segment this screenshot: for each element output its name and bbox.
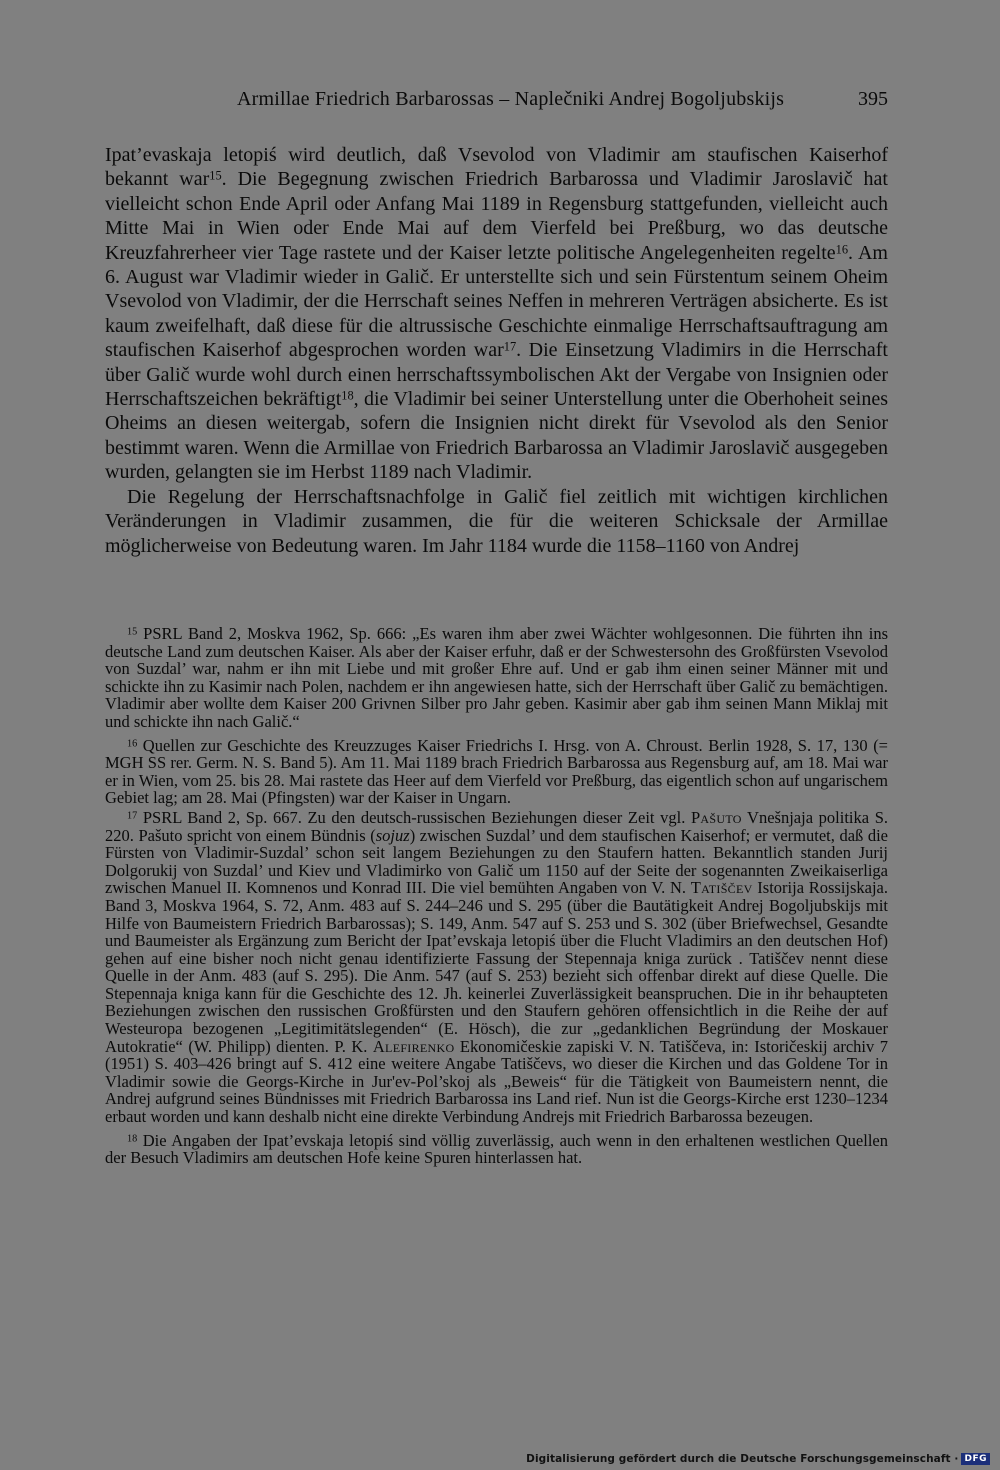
footnote-text: ) zwischen Suzdal’ und dem staufischen Kaiserhof; er vermutet, daß die Fürsten von Vladimir-Suzdal’ schon seit langem Beziehungen zu den Staufern hatten. Bekanntlich standen Jurij Dolgorukij von Suzdal’ und Kiev und Vladimirko von Galič um 1150 auf der Seite der sogenannten Zweikaiserliga zwischen Manuel II. Komnenos und Konrad III. Die viel bemühten Angaben von V. N. xyxy=(105,825,888,898)
footnote-number: 15 xyxy=(127,626,138,638)
dfg-credit: Digitalisierung gefördert durch die Deutsche Forschungsgemeinschaft · xyxy=(526,1453,959,1465)
footnote-number: 18 xyxy=(127,1133,138,1145)
footnote-16 xyxy=(105,737,888,807)
text-run: , die Vladimir bei seiner Unterstellung unter die Oberhoheit seines Oheims an diesen weitergab, sofern die Insignien nicht direkt für Vsevolod als den Senior bestimmt waren. Wenn die Armillae von Friedrich Barbarossa an Vladimir Jaroslavič ausgegeben wurden, gelangten sie im Herbst 1189 nach Vladimir. xyxy=(105,388,888,484)
footnote-number: 17 xyxy=(127,810,138,822)
footnotes xyxy=(105,625,888,1173)
footnote-text: Vnešnjaja politika S. 220. Pašuto spricht von einem Bündnis ( xyxy=(105,807,888,845)
running-title: Armillae Friedrich Barbarossas – Naplečniki Andrej Bogoljubskijs xyxy=(237,88,785,110)
paragraph-2: Die Regelung der Herrschaftsnachfolge in Galič fiel zeitlich mit wichtigen kirchlichen Veränderungen in Vladimir zusammen, die für die weiteren Schicksale der Armillae möglicherweise von Bedeutung waren. Im Jahr 1184 wurde die 1158–1160 von Andrej xyxy=(105,485,888,557)
running-header xyxy=(105,88,888,118)
text-run: Ipat’evaskaja letopiś wird deutlich, daß Vsevolod von Vladimir am staufischen Kaiserhof bekannt war xyxy=(105,144,888,191)
main-text xyxy=(105,143,888,558)
footnote-ref-16: 16 xyxy=(835,242,849,257)
footnote-18 xyxy=(105,1132,888,1167)
author-name: Alefirenko xyxy=(372,1036,455,1056)
dfg-logo-icon: DFG xyxy=(961,1453,990,1465)
page-number: 395 xyxy=(858,88,888,110)
author-name: Tatiščev xyxy=(690,878,753,898)
footnote-ref-18: 18 xyxy=(341,388,354,403)
author-name: Pašuto xyxy=(690,807,742,827)
footnote-17 xyxy=(105,809,888,1126)
footnote-ref-15: 15 xyxy=(209,168,222,183)
italic-term: sojuz xyxy=(375,825,410,845)
text-run: . Am 6. August war Vladimir wieder in Galič. Er unterstellte sich und sein Fürstentum seinem Oheim Vsevolod von Vladimir, der die Herrschaft seines Neffen in mehreren Verträgen absicherte. Es ist kaum zweifelhaft, daß diese für die altrussische Geschichte einmalige Herrschaftsauftragung am staufischen Kaiserhof abgesprochen worden war xyxy=(105,241,888,362)
footnote-text: PSRL Band 2, Sp. 667. Zu den deutsch-russischen Beziehungen dieser Zeit vgl. xyxy=(137,807,691,827)
dfg-footer xyxy=(526,1452,990,1466)
footnote-text: Ekonomičeskie zapiski V. N. Tatiščeva, in: Istoričeskij archiv 7 (1951) S. 403–426 bringt auf S. 412 eine weitere Angabe Tatiščevs, wo dieser die Kirchen und das Goldene Tor in Vladimir sowie die Georgs-Kirche in Jur'ev-Pol’skoj als „Beweis“ für die Tätigkeit von Baumeistern nennt, die Andrej aufgrund seines Bündnisses mit Friedrich Barbarossa ins Land rief. Nun ist die Georgs-Kirche erst 1230–1234 erbaut worden und kann deshalb nicht eine direkte Verbindung Andrejs mit Friedrich Barbarossa bezeugen. xyxy=(105,1036,888,1127)
footnote-text: Istorija Rossijskaja. Band 3, Moskva 1964, S. 72, Anm. 483 auf S. 244–246 und S. 295 (über die Bautätigkeit Andrej Bogoljubskijs mit Hilfe von Baumeistern Friedrich Barbarossas); S. 149, Anm. 547 auf S. 253 und S. 302 (über Briefwechsel, Gesandte und Baumeister als Ergänzung zum Bericht der Ipat’evskaja letopiś über die Flucht Vladimirs an den deutschen Hof) gehen auf eine bisher noch nicht genau identifizierte Fassung der Stepennaja kniga zurück . Tatiščev nennt diese Quelle in der Anm. 483 (auf S. 295). Die Anm. 547 (auf S. 253) bezieht sich offenbar direkt auf diese Quelle. Die Stepennaja kniga kann für die Geschichte des 12. Jh. keinerlei Zuverlässigkeit beanspruchen. Die in ihr behaupteten Beziehungen zwischen den russischen Großfürsten und den Staufern gehören offensichtlich in die Reihe der auf Westeuropa bezogenen „Legitimitätslegenden“ (E. Hösch), die zur „gedanklichen Begründung der Moskauer Autokratie“ (W. Philipp) dienten. P. K. xyxy=(105,878,889,1056)
paragraph-1 xyxy=(105,143,888,485)
footnote-text: Quellen zur Geschichte des Kreuzzuges Kaiser Friedrichs I. Hrsg. von A. Chroust. Berlin 1928, S. 17, 130 (= MGH SS rer. Germ. N. S. Band 5). Am 11. Mai 1189 brach Friedrich Barbarossa aus Regensburg auf, am 18. Mai war er in Wien, vom 25. bis 28. Mai rastete das Heer auf dem Vierfeld vor Preßburg, das eigentlich schon auf ungarischem Gebiet lag; am 28. Mai (Pfingsten) war der Kaiser in Ungarn. xyxy=(105,735,888,808)
text-run: . Die Einsetzung Vladimirs in die Herrschaft über Galič wurde wohl durch einen herrschaftssymbolischen Akt der Vergabe von Insignien oder Herrschaftszeichen bekräftigt xyxy=(105,339,888,411)
footnote-number: 16 xyxy=(127,737,138,749)
footnote-text: PSRL Band 2, Moskva 1962, Sp. 666: „Es waren ihm aber zwei Wächter wohlgesonnen. Die führten ihn ins deutsche Land zum deutschen Kaiser. Als aber der Kaiser erfuhr, daß er der Schwestersohn des Großfürsten Vsevolod von Suzdal’ war, nahm er ihn mit Liebe und mit großer Ehre auf. Und er gab ihm einen seiner Männer mit und schickte ihn zu Kasimir nach Polen, nachdem er ihn angewiesen hatte, sich der Herrschaft über Galič zu bemächtigen. Vladimir aber wollte dem Kaiser 200 Grivnen Silber pro Jahr geben. Kasimir aber gab ihm seinen Mann Miklaj mit und schickte ihn nach Galič.“ xyxy=(105,624,888,731)
footnote-15 xyxy=(105,625,888,731)
footnote-text: Die Angaben der Ipat’evskaja letopiś sind völlig zuverlässig, auch wenn in den erhaltenen westlichen Quellen der Besuch Vladimirs am deutschen Hofe keine Spuren hinterlassen hat. xyxy=(105,1130,888,1168)
text-run: . Die Begegnung zwischen Friedrich Barbarossa und Vladimir Jaroslavič hat vielleicht schon Ende April oder Anfang Mai 1189 in Regensburg stattgefunden, vielleicht auch Mitte Mai in Wien oder Ende Mai auf dem Vierfeld bei Preßburg, wo das deutsche Kreuzfahrerheer vier Tage rastete und der Kaiser letzte politische Angelegenheiten regelte xyxy=(105,168,888,264)
footnote-ref-17: 17 xyxy=(503,339,517,354)
